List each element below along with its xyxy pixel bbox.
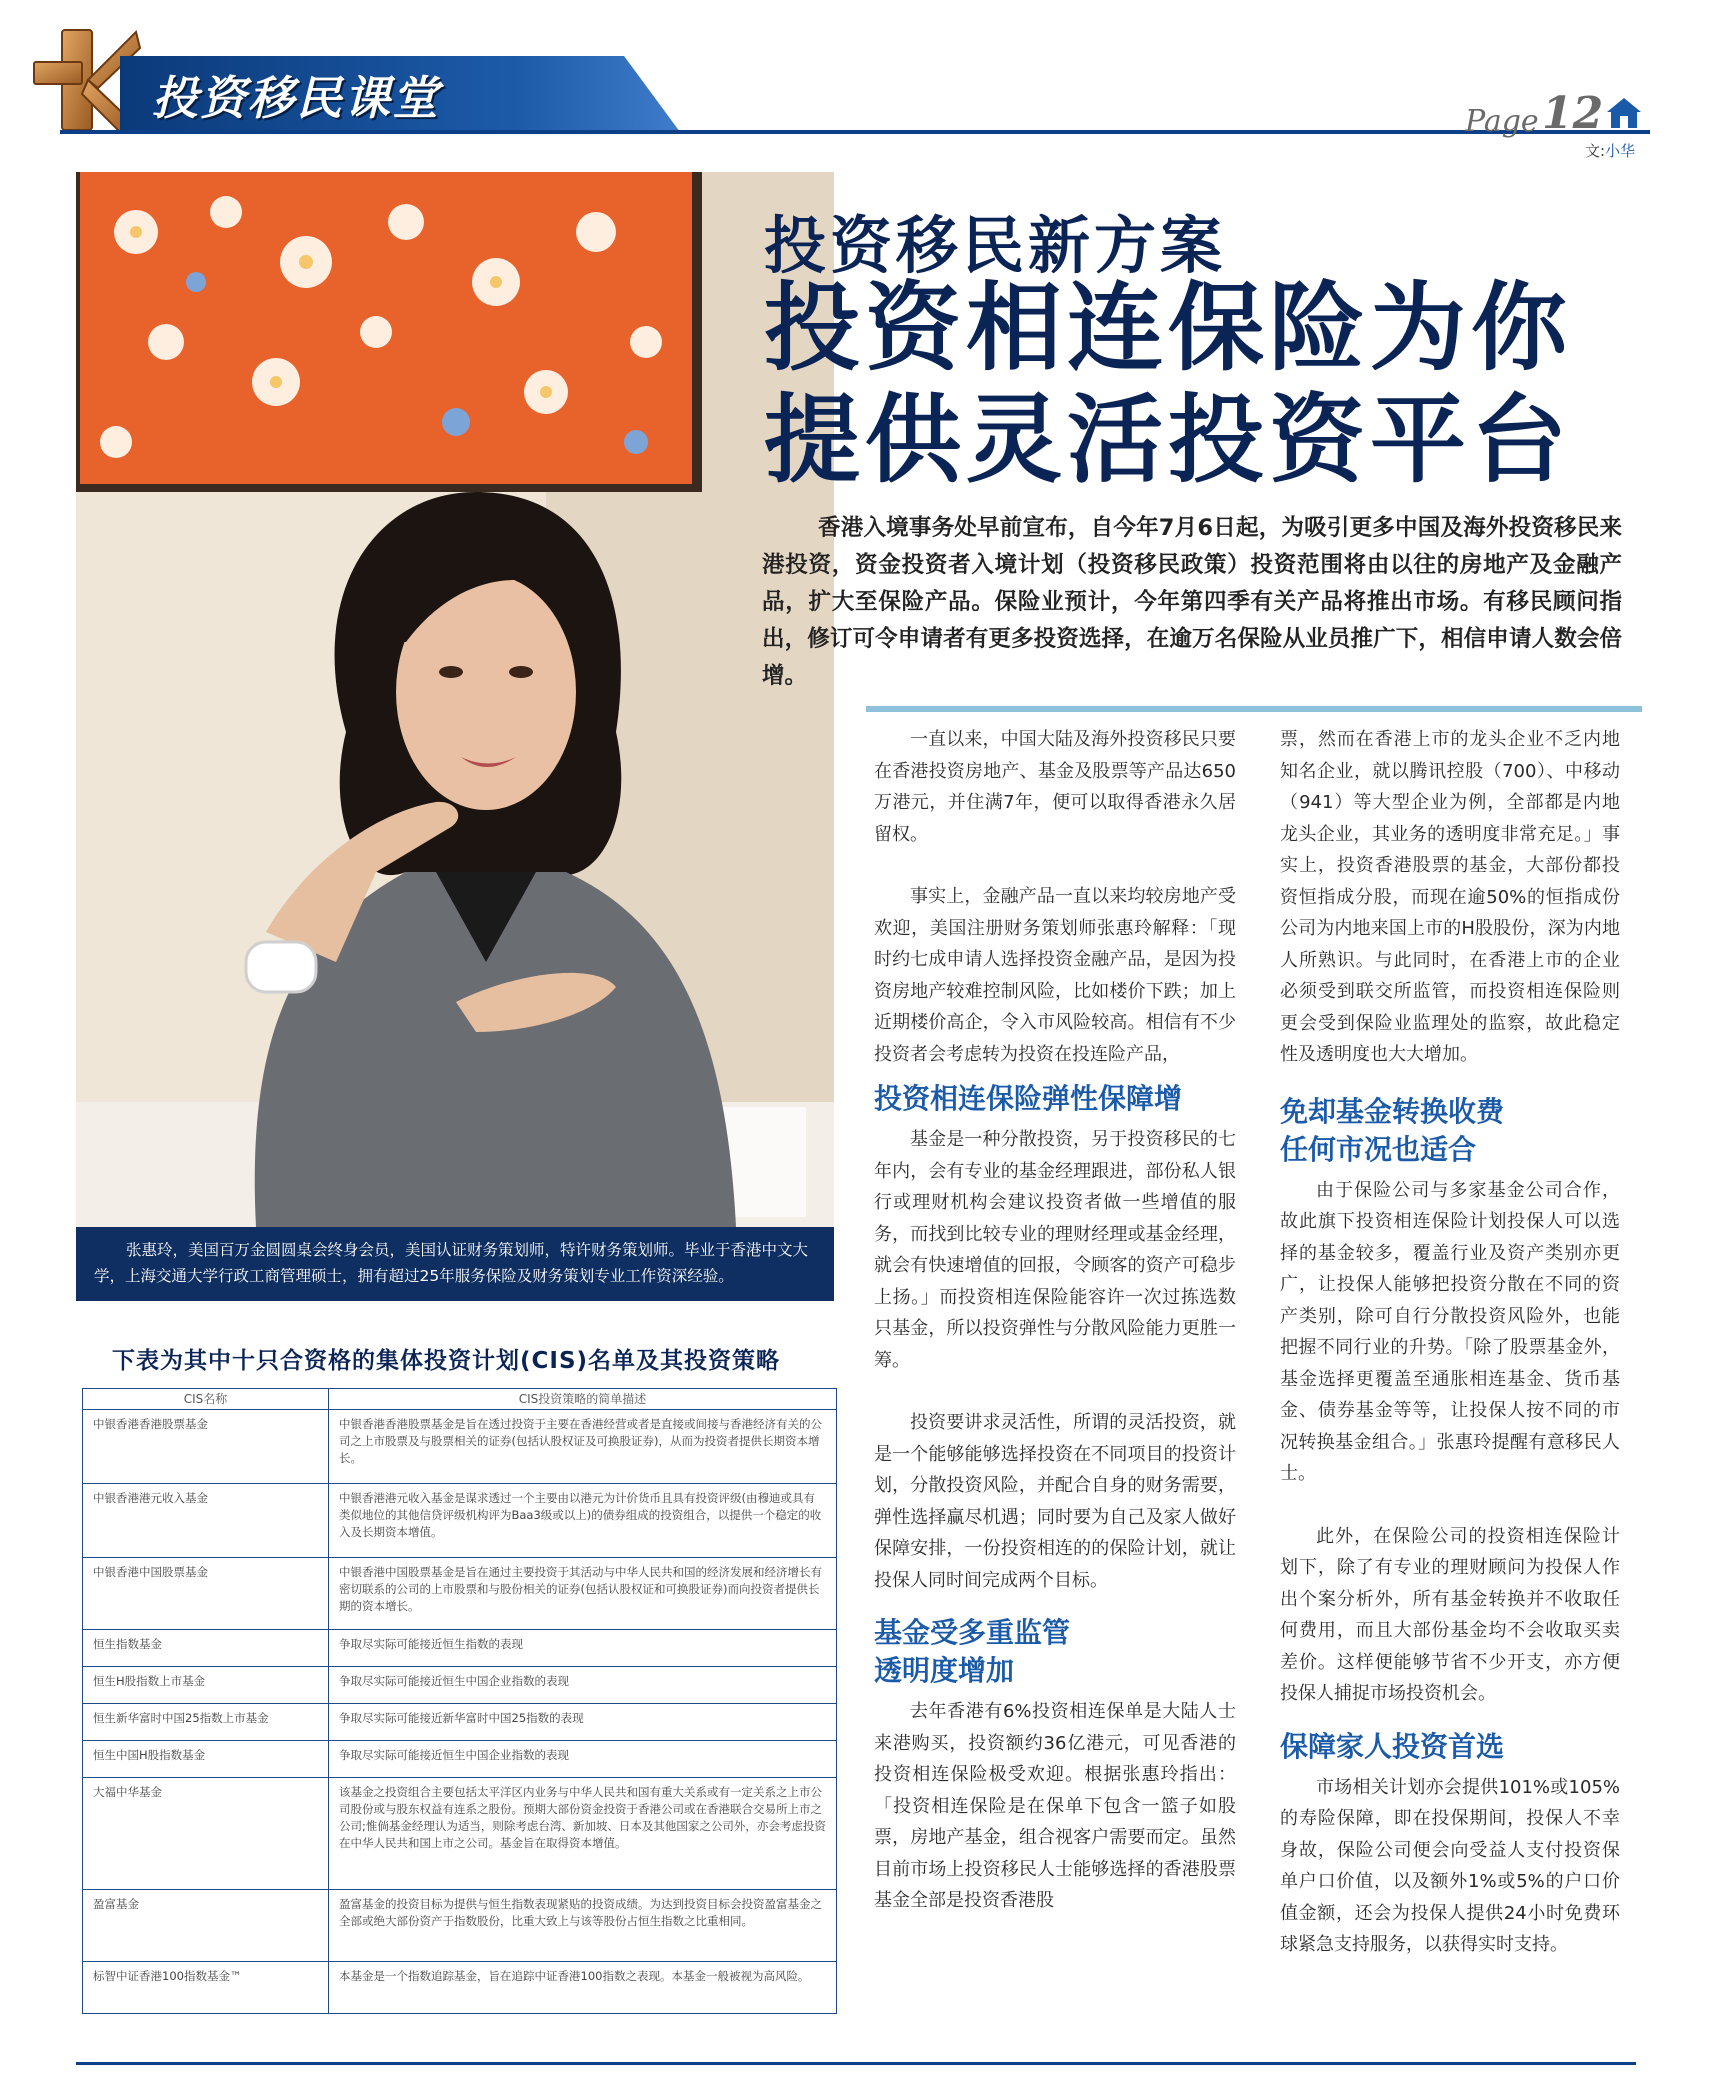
section-title: 投资移民课堂 — [152, 71, 440, 125]
table-row — [83, 1630, 837, 1667]
table-header-row — [83, 1389, 837, 1410]
fund-strategy: 争取尽实际可能接近恒生中国企业指数的表现 — [329, 1667, 837, 1704]
fund-strategy: 该基金之投资组合主要包括太平洋区内业务与中华人民共和国有重大关系或有一定关系之上市公司股份或与股东权益有连系之股份。预期大部份资金投资于香港公司或在香港联合交易所上市之公司;惟倘基金经理认为适当，则除考虑台湾、新加坡、日本及其他国家之公司外，亦会考虑投资在中华人民共和国上市之公司。基金旨在取得资本增值。 — [329, 1778, 837, 1890]
subheading-line-1: 基金受多重监管 — [874, 1616, 1071, 1649]
fund-strategy: 中银香港香港股票基金是旨在透过投资于主要在香港经营或者是直接或间接与香港经济有关的公司之上市股票及与股票相关的证券(包括认股权证及可换股证券)，从而为投资者提供长期资本增长。 — [329, 1410, 837, 1484]
fund-strategy: 争取尽实际可能接近恒生中国企业指数的表现 — [329, 1741, 837, 1778]
fund-strategy: 盈富基金的投资目标为提供与恒生指数表现紧贴的投资成绩。为达到投资目标会投资盈富基金之全部或绝大部份资产于指数股份，比重大致上与该等股份占恒生指数之比重相同。 — [329, 1890, 837, 1962]
fund-name: 盈富基金 — [83, 1890, 329, 1962]
subheading: 保障家人投资首选 — [1280, 1729, 1505, 1763]
photo-illustration — [76, 172, 834, 1227]
fund-strategy: 本基金是一个指数追踪基金，旨在追踪中证香港100指数之表现。本基金一般被视为高风险。 — [329, 1962, 837, 2014]
fund-strategy: 争取尽实际可能接近恒生指数的表现 — [329, 1630, 837, 1667]
article-headline — [764, 272, 1572, 496]
fund-name: 恒生中国H股指数基金 — [83, 1741, 329, 1778]
body-paragraph: 去年香港有6%投资相连保单是大陆人士来港购买，投资额约36亿港元，可见香港的投资相连保险极受欢迎。根据张惠玲指出：「投资相连保险是在保单下包含一篮子如股票，房地产基金，组合视客户需要而定。虽然目前市场上投资移民人士能够选择的香港股票基金全部是投资香港股 — [874, 1701, 1236, 1911]
subheading-line-1: 免却基金转换收费 — [1280, 1094, 1505, 1128]
fund-name: 中银香港香港股票基金 — [83, 1410, 329, 1484]
cis-table — [82, 1388, 837, 2014]
page-header — [0, 0, 1714, 160]
photo-caption: 张惠玲，美国百万金圆圆桌会终身会员，美国认证财务策划师，特许财务策划师。毕业于香港中文大学，上海交通大学行政工商管理硕士，拥有超过25年服务保险及财务策划专业工作资深经验。 — [76, 1227, 834, 1301]
fund-name: 中银香港中国股票基金 — [83, 1558, 329, 1630]
body-paragraph: 票，然而在香港上市的龙头企业不乏内地知名企业，就以腾讯控股（700）、中移动（941）等大型企业为例，全部都是内地龙头企业，其业务的透明度非常充足。」事实上，投资香港股票的基金，大部份都投资恒指成分股，而现在逾50%的恒指成份公司为内地来国上市的H股股份，深为内地人所熟识。与此同时，在香港上市的企业必须受到联交所监管，而投资相连保险则更会受到保险业监理处的监察，故此稳定性及透明度也大大增加。 — [1280, 729, 1620, 1065]
fund-name: 恒生H股指数上市基金 — [83, 1667, 329, 1704]
body-paragraph: 此外，在保险公司的投资相连保险计划下，除了有专业的理财顾问为投保人作出个案分析外，所有基金转换并不收取任何费用，而且大部份基金均不会收取买卖差价。这样便能够节省不少开支，亦方便投保人捕捉市场投资机会。 — [1280, 1525, 1620, 1704]
table-row — [83, 1667, 837, 1704]
page-bottom-rule — [76, 2062, 1636, 2065]
table-row — [83, 1410, 837, 1484]
body-column-2 — [1280, 724, 1620, 1961]
subheading — [874, 1614, 1236, 1690]
fund-name: 中银香港港元收入基金 — [83, 1484, 329, 1558]
house-icon — [1605, 96, 1643, 130]
body-paragraph: 市场相关计划亦会提供101%或105%的寿险保障，即在投保期间，投保人不幸身故，保险公司便会向受益人支付投资保单户口价值，以及额外1%或5%的户口价值金额，还会为投保人提供24小时免费环球紧急支持服务，以获得实时支持。 — [1280, 1776, 1620, 1955]
fund-name: 恒生指数基金 — [83, 1630, 329, 1667]
fund-name: 大福中华基金 — [83, 1778, 329, 1890]
table-row — [83, 1484, 837, 1558]
header-rule-left — [60, 130, 650, 134]
body-paragraph: 一直以来，中国大陆及海外投资移民只要在香港投资房地产、基金及股票等产品达650万港元，并住满7年，便可以取得香港永久居留权。 — [874, 729, 1236, 845]
column-header: CIS投资策略的简单描述 — [329, 1389, 837, 1410]
table-row — [83, 1778, 837, 1890]
article-lead: 香港入境事务处早前宣布，自今年7月6日起，为吸引更多中国及海外投资移民来港投资，资金投资者入境计划（投资移民政策）投资范围将由以往的房地产及金融产品，扩大至保险产品。保险业预计，今年第四季有关产品将推出市场。有移民顾问指出，修订可令申请者有更多投资选择，在逾万名保险从业员推广下，相信申请人数会倍增。 — [762, 515, 1622, 689]
lead-divider — [866, 706, 1642, 712]
interview-photo — [76, 172, 834, 1227]
table-row — [83, 1890, 837, 1962]
body-column-1 — [874, 724, 1236, 1917]
author-prefix: 文: — [1585, 142, 1606, 160]
author-credit — [1585, 140, 1635, 161]
fund-name: 恒生新华富时中国25指数上市基金 — [83, 1704, 329, 1741]
page-number: 12 — [1542, 88, 1604, 139]
subheading-line-2: 任何市况也适合 — [1280, 1132, 1477, 1166]
article-kicker: 投资移民新方案 — [764, 209, 1227, 282]
subheading-line-2: 透明度增加 — [874, 1654, 1015, 1687]
page-label: Page — [1465, 104, 1539, 139]
fund-name: 标智中证香港100指数基金™ — [83, 1962, 329, 2014]
body-paragraph: 事实上，金融产品一直以来均较房地产受欢迎，美国注册财务策划师张惠玲解释：「现时约七成申请人选择投资金融产品，是因为投资房地产较难控制风险，比如楼价下跌；加上近期楼价高企，令入市风险较高。相信有不少投资者会考虑转为投资在投连险产品， — [874, 886, 1236, 1065]
fund-strategy: 中银香港港元收入基金是谋求透过一个主要由以港元为计价货币且具有投资评级(由穆迪或具有类似地位的其他信贷评级机构评为Baa3级或以上)的债券组成的投资组合，以提供一个稳定的收入及长期资本增值。 — [329, 1484, 837, 1558]
fund-strategy: 争取尽实际可能接近新华富时中国25指数的表现 — [329, 1704, 837, 1741]
table-row — [83, 1558, 837, 1630]
fund-strategy: 中银香港中国股票基金是旨在通过主要投资于其活动与中华人民共和国的经济发展和经济增长有密切联系的公司的上市股票和与股份相关的证券(包括认股权证和可换股证券)而向投资者提供长期的资本增长。 — [329, 1558, 837, 1630]
column-header: CIS名称 — [83, 1389, 329, 1410]
table-title: 下表为其中十只合资格的集体投资计划(CIS)名单及其投资策略 — [112, 1348, 781, 1374]
subheading — [1280, 1093, 1620, 1169]
body-paragraph: 投资要讲求灵活性，所谓的灵活投资，就是一个能够能够选择投资在不同项目的投资计划，分散投资风险，并配合自身的财务需要，弹性选择赢尽机遇；同时要为自己及家人做好保障安排，一份投资相连的的保险计划，就让投保人同时间完成两个目标。 — [874, 1412, 1236, 1591]
headline-line-2: 提供灵活投资平台 — [764, 384, 1572, 496]
table-row — [83, 1704, 837, 1741]
body-paragraph: 由于保险公司与多家基金公司合作，故此旗下投资相连保险计划投保人可以选择的基金较多，覆盖行业及资产类别亦更广，让投保人能够把投资分散在不同的资产类别，除可自行分散投资风险外，也能把握不同行业的升势。「除了股票基金外，基金选择更覆盖至通胀相连基金、货币基金、债券基金等等，让投保人按不同的市况转换基金组合。」张惠玲提醒有意移民人士。 — [1280, 1179, 1620, 1484]
author-name: 小华 — [1605, 142, 1636, 160]
table-row — [83, 1962, 837, 2014]
body-paragraph: 基金是一种分散投资，另于投资移民的七年内，会有专业的基金经理跟进，部份私人银行或理财机构会建议投资者做一些增值的服务，而找到比较专业的理财经理或基金经理，就会有快速增值的回报，令顾客的资产可稳步上扬。」而投资相连保险能容许一次过拣选数只基金，所以投资弹性与分散风险能力更胜一筹。 — [874, 1129, 1236, 1371]
subheading: 投资相连保险弹性保障增 — [874, 1082, 1183, 1115]
headline-line-1: 投资相连保险为你 — [764, 272, 1572, 384]
table-row — [83, 1741, 837, 1778]
